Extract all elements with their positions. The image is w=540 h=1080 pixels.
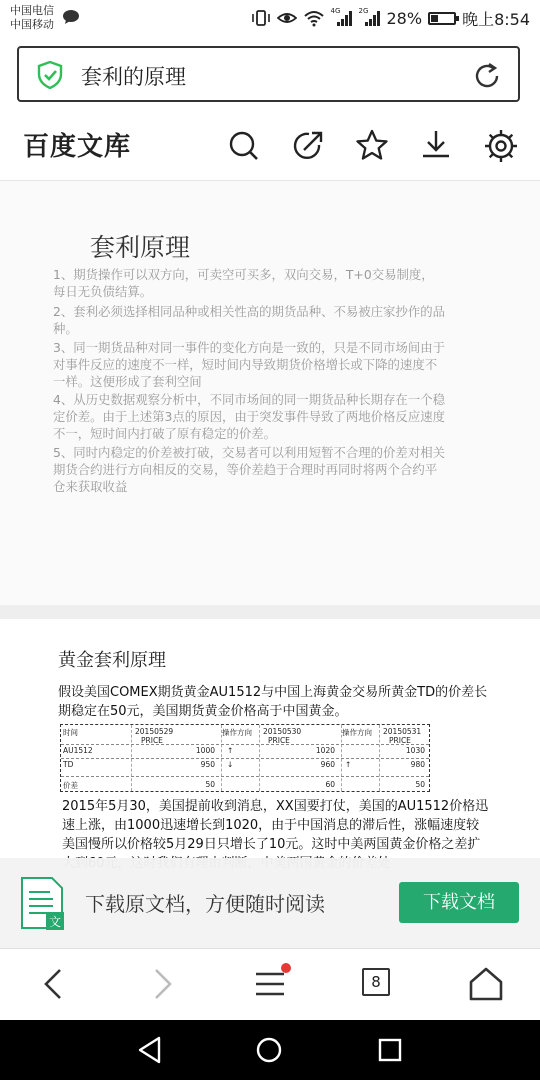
- page2-intro: 假设美国COMEX期货黄金AU1512与中国上海黄金交易所黄金TD的价差长期稳定在50元，美国期货黄金价格高于中国黄金。: [58, 685, 488, 719]
- status-icons: [251, 6, 531, 30]
- search-icon[interactable]: [226, 128, 262, 164]
- back-icon[interactable]: [32, 962, 76, 1006]
- table-cell: 950: [200, 760, 215, 769]
- forward-icon[interactable]: [140, 962, 184, 1006]
- shield-icon: [37, 61, 63, 89]
- table-cell: 20150531: [383, 727, 422, 736]
- table-cell: 50: [415, 780, 425, 789]
- price-table: [60, 724, 430, 792]
- page1-item: 3、同一期货品种对同一事件的变化方向是一致的，只是不同市场间由于对事件反应的速度不一样，短时间内导致期货价格增长或下降的速度不一样。这便形成了套利空间: [53, 340, 445, 389]
- table-cell: PRICE: [141, 736, 163, 745]
- table-cell: 980: [410, 760, 425, 769]
- arrow-up-icon: ↑: [345, 760, 352, 769]
- clock: 晚上8:54: [462, 9, 530, 29]
- table-cell: AU1512: [63, 746, 93, 755]
- signal-2: [359, 9, 381, 27]
- site-title[interactable]: 百度文库: [23, 132, 132, 162]
- address-bar[interactable]: [17, 46, 520, 102]
- battery-icon: [428, 12, 456, 25]
- eye-icon: [277, 10, 297, 26]
- signal-1: [331, 9, 353, 27]
- table-cell: PRICE: [268, 736, 290, 745]
- table-cell: 时间: [63, 728, 78, 737]
- nav-home-icon[interactable]: [251, 1032, 287, 1068]
- network-type-2: 2G: [358, 7, 369, 15]
- table-cell: 操作方向: [222, 728, 252, 737]
- table-cell: 20150530: [263, 727, 302, 736]
- table-cell: 1030: [405, 746, 425, 755]
- nav-recents-icon[interactable]: [372, 1032, 408, 1068]
- menu-icon[interactable]: [248, 962, 292, 1006]
- download-icon[interactable]: [418, 128, 454, 164]
- table-cell: 20150529: [135, 727, 174, 736]
- share-icon[interactable]: [290, 128, 326, 164]
- table-cell: 1020: [315, 746, 335, 755]
- settings-icon[interactable]: [483, 128, 519, 164]
- table-row: [61, 744, 429, 758]
- tabs-button[interactable]: 8: [362, 968, 390, 996]
- vibrate-icon: [251, 9, 271, 27]
- table-cell: PRICE: [389, 736, 411, 745]
- carrier-1: 中国电信: [10, 4, 54, 17]
- refresh-icon[interactable]: [472, 61, 502, 91]
- star-icon[interactable]: [354, 128, 390, 164]
- network-type-1: 4G: [330, 7, 341, 15]
- carrier-2: 中国移动: [10, 18, 54, 31]
- table-row: [61, 758, 429, 772]
- page-separator: [0, 605, 540, 619]
- svg-text:文: 文: [48, 915, 62, 929]
- table-cell: 价差: [63, 781, 78, 790]
- table-cell: 60: [325, 780, 335, 789]
- table-cell: 960: [320, 760, 335, 769]
- status-bar: [0, 0, 540, 38]
- page2-title: 黄金套利原理: [58, 650, 166, 671]
- home-icon[interactable]: [464, 962, 508, 1006]
- arrow-down-icon: ↓: [227, 760, 234, 769]
- page1-title: 套利原理: [90, 233, 191, 262]
- page1-item: 2、套利必须选择相同品种或相关性高的期货品种、不易被庄家抄作的品种。: [53, 304, 445, 336]
- battery-level: [431, 15, 438, 22]
- message-icon: [62, 9, 80, 25]
- table-row: [61, 778, 429, 792]
- page1-item: 5、同时内稳定的价差被打破，交易者可以利用短暂不合理的价差对相关期货合约进行方向相反的交易，等价差趋于合理时再同时将两个合约平仓来获取收益: [53, 445, 445, 494]
- download-document-button[interactable]: 下载文档: [399, 882, 519, 923]
- address-text[interactable]: 套利的原理: [81, 65, 186, 89]
- wifi-icon: [303, 9, 325, 27]
- page1-item: 4、从历史数据观察分析中，不同市场间的同一期货品种长期存在一个稳定价差。由于上述第3点的原因，由于突发事件导致了两地价格反应速度不一，短时间内打破了原有稳定的价差。: [53, 392, 445, 441]
- document-icon: [20, 876, 64, 930]
- nav-back-icon[interactable]: [132, 1032, 168, 1068]
- arrow-up-icon: ↑: [227, 746, 234, 755]
- notification-dot: [281, 963, 291, 973]
- table-cell: 1000: [195, 746, 215, 755]
- page2-body: 2015年5月30，美国提前收到消息，XX国要打仗，美国的AU1512价格迅速上涨，由1000迅速增长到1020，由于中国消息的滞后性，涨幅速度较美国慢所以价格较5月29日只增长了10元。这时中美两国黄金价格之差扩: [62, 799, 489, 852]
- page1-item: 1、期货操作可以双方向，可卖空可买多，双向交易，T+0交易制度，每日无负债结算。: [53, 267, 434, 299]
- download-banner-text: 下载原文档，方便随时阅读: [85, 892, 325, 916]
- battery-percent: 28%: [386, 8, 423, 28]
- table-cell: TD: [63, 760, 74, 769]
- table-cell: 操作方向: [342, 728, 372, 737]
- table-cell: 50: [205, 780, 215, 789]
